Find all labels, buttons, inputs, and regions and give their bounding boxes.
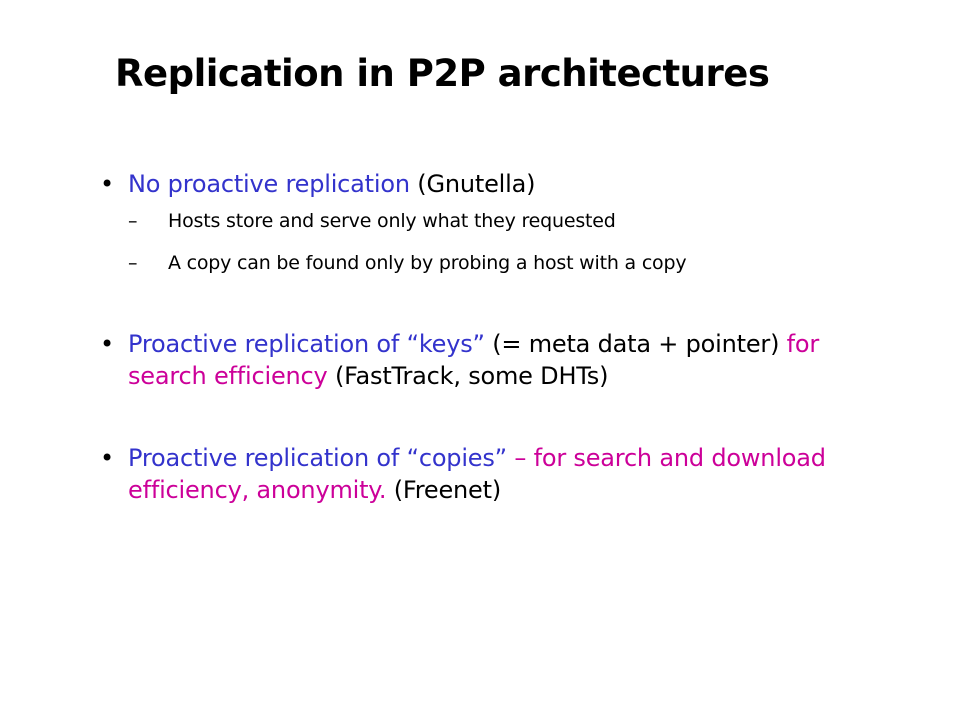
sub-bullet-hosts-store xyxy=(98,208,898,234)
bullet-3-examples: (Freenet) xyxy=(386,476,501,504)
slide-title: Replication in P2P architectures xyxy=(115,52,770,95)
bullet-2-highlight: Proactive replication of “keys” xyxy=(128,330,485,358)
sub-bullet-marker: – xyxy=(128,210,138,232)
bullet-list xyxy=(98,168,898,506)
bullet-2-purpose: for search efficiency xyxy=(128,330,820,390)
bullet-replication-of-copies xyxy=(98,442,898,506)
sub-bullet-marker: – xyxy=(128,252,138,274)
bullet-marker: • xyxy=(100,444,114,472)
bullet-2-examples: (FastTrack, some DHTs) xyxy=(327,362,609,390)
bullet-2-note: (= meta data + pointer) xyxy=(484,330,787,358)
bullet-1-highlight: No proactive replication xyxy=(128,170,410,198)
bullet-no-proactive-replication xyxy=(98,168,898,200)
bullet-3-purpose: for search and download efficiency, anonymity. xyxy=(128,444,826,504)
bullet-replication-of-keys xyxy=(98,328,898,392)
sub-bullet-text: A copy can be found only by probing a host with a copy xyxy=(168,252,687,274)
bullet-marker: • xyxy=(100,170,114,198)
bullet-1-note: (Gnutella) xyxy=(409,170,536,198)
bullet-3-highlight: Proactive replication of “copies” xyxy=(128,444,507,472)
bullet-3-dash: – xyxy=(506,444,534,472)
sub-bullet-text: Hosts store and serve only what they requested xyxy=(168,210,616,232)
bullet-marker: • xyxy=(100,330,114,358)
sub-bullet-copy-found xyxy=(98,250,898,276)
